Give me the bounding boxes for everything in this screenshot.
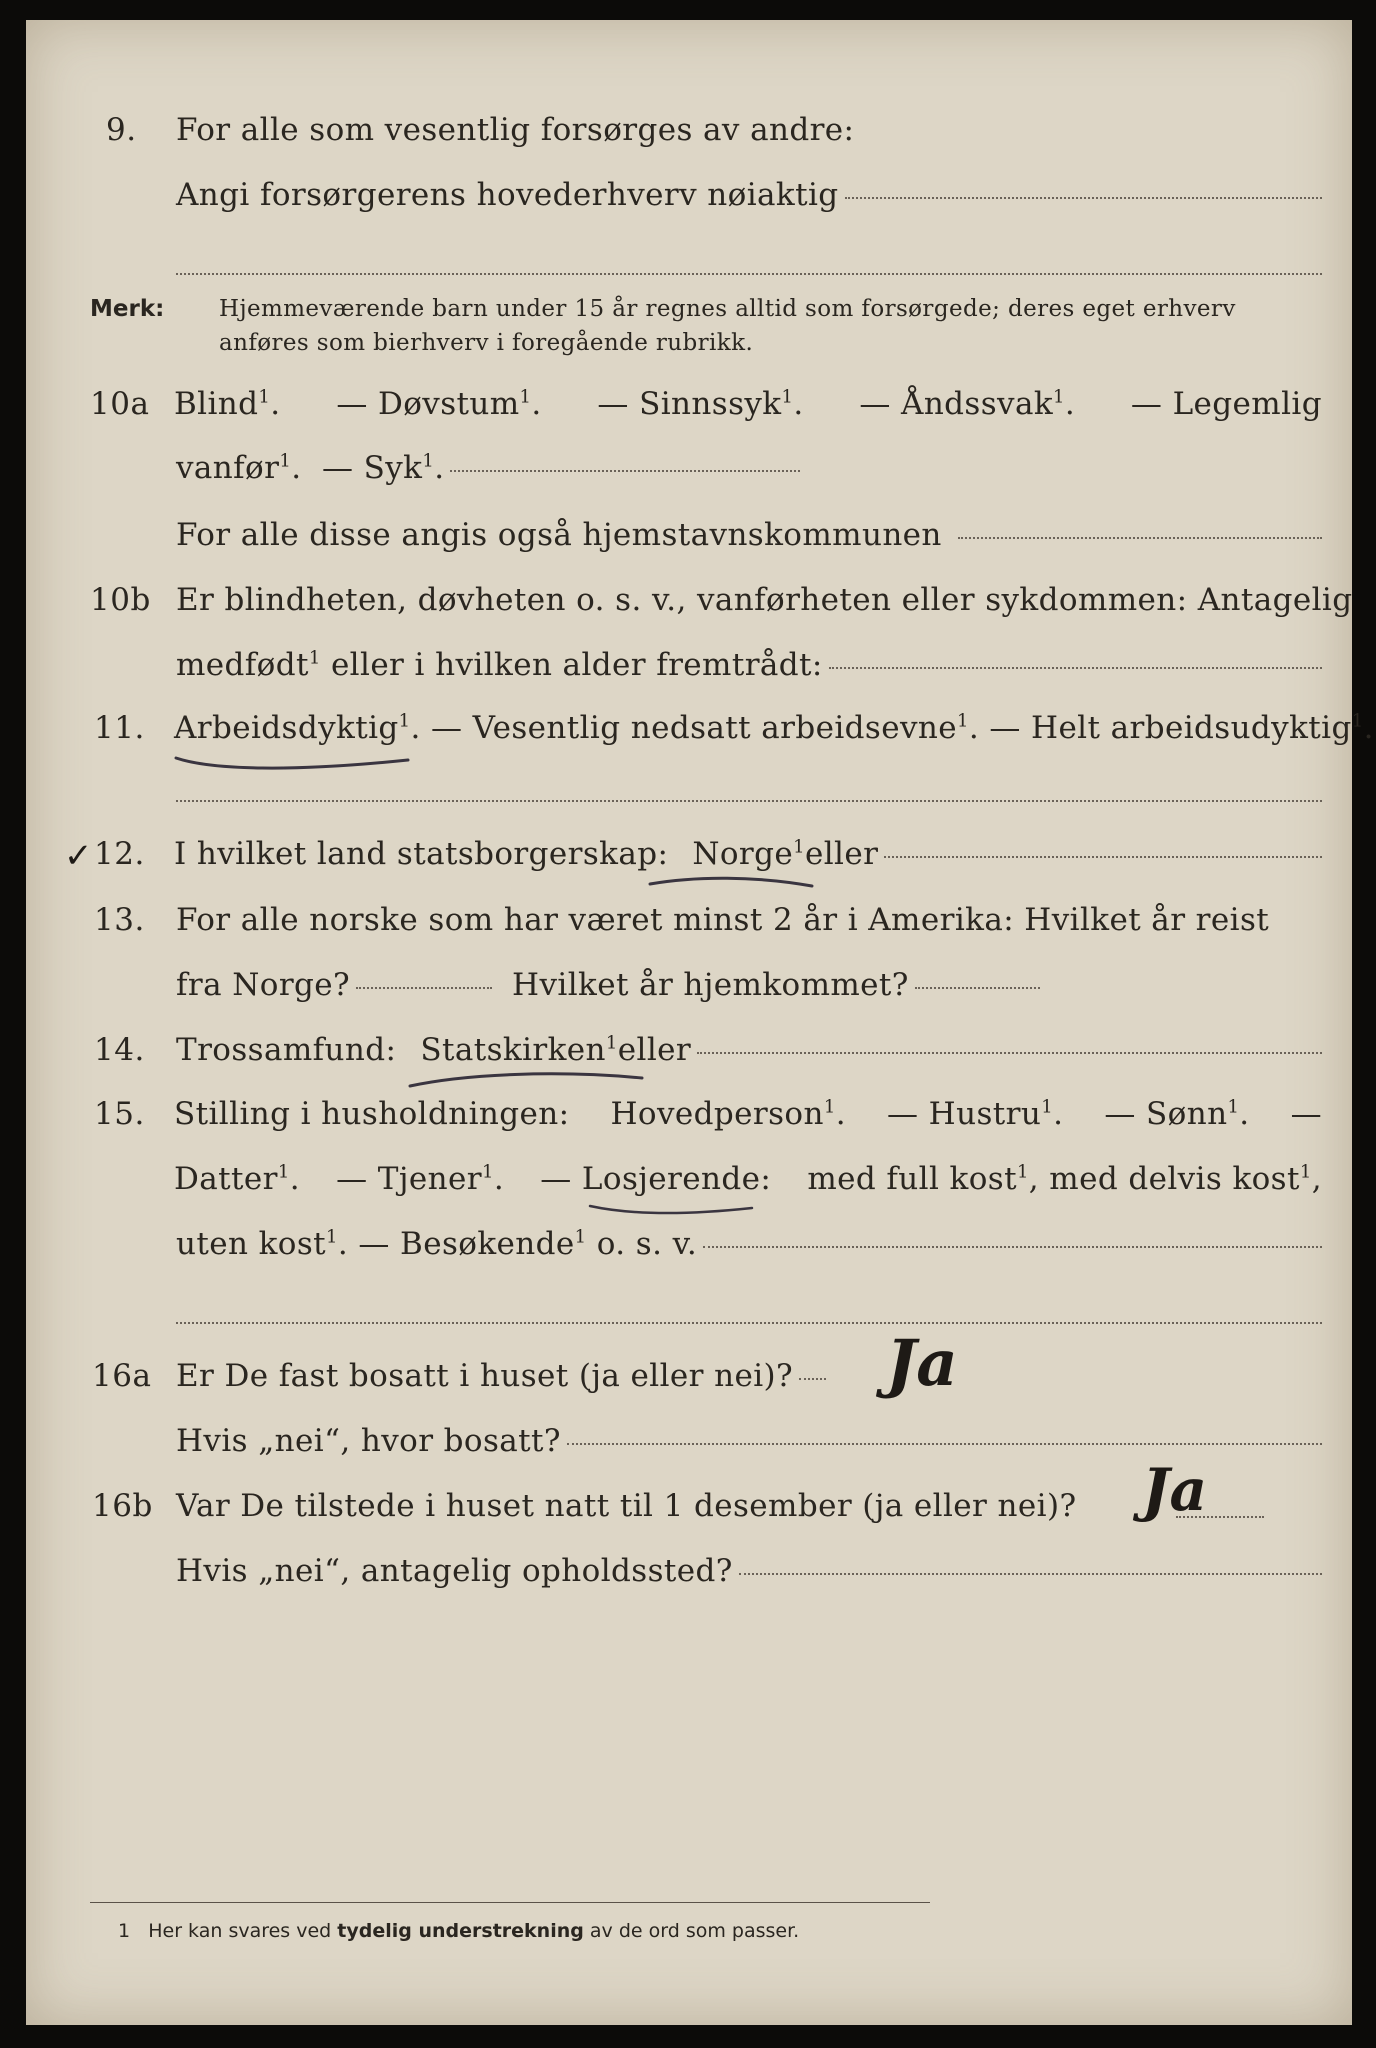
q16b-line2 — [176, 1553, 1322, 1589]
q16a-where-label: Hvis „nei“, hvor bosatt? — [176, 1423, 561, 1459]
q10a-home-label: For alle disse angis også hjemstavnskommunen — [176, 517, 942, 553]
q10a-dovstum: — Døvstum$^1$. — [336, 386, 542, 422]
q15-number: 15. — [94, 1096, 145, 1132]
q10a-syk: — Syk$^1$. — [321, 450, 445, 486]
q15-losjerende[interactable]: — Losjerende: — [540, 1161, 772, 1197]
footnote: 1 Her kan svares ved tydelig understrekning av de ord som passer. — [118, 1920, 800, 1942]
q13-number: 13. — [94, 902, 145, 938]
q9-provider-field[interactable] — [845, 197, 1322, 199]
q13-returned-field[interactable] — [915, 987, 1040, 989]
q16b-line1 — [176, 1488, 1076, 1524]
q12-number: 12. — [94, 836, 145, 872]
q12-check-mark: ✓ — [64, 836, 93, 876]
q15-uten-kost[interactable]: uten kost$^1$. — Besøkende$^1$ o. s. v. — [176, 1226, 698, 1262]
q15-sonn[interactable]: — Sønn$^1$. — [1104, 1096, 1250, 1132]
merk-label: Merk: — [90, 296, 165, 322]
q16a-number: 16a — [92, 1358, 152, 1394]
q10a-sinnssyk: — Sinnssyk$^1$. — [597, 386, 804, 422]
q9-line1 — [176, 112, 854, 148]
q16a-answer-field[interactable] — [799, 1378, 826, 1380]
footnote-rule — [90, 1902, 930, 1903]
q11-pen-underline — [172, 748, 412, 772]
q9-number: 9. — [106, 112, 137, 148]
q11-option-arbeidsdyktig[interactable]: Arbeidsdyktig — [174, 710, 399, 746]
q15-full-kost[interactable]: med full kost$^1$, med delvis kost$^1$, — [807, 1161, 1322, 1197]
q9-line2 — [176, 177, 1322, 213]
q10a-number: 10a — [90, 386, 150, 422]
q16b-number: 16b — [92, 1488, 153, 1524]
q15-other-field[interactable] — [703, 1246, 1322, 1248]
q10a-home-field[interactable] — [958, 537, 1322, 539]
q15-label: Stilling i husholdningen: — [174, 1096, 570, 1132]
q15-dash: — — [1290, 1096, 1322, 1132]
q14-other-field[interactable] — [697, 1052, 1322, 1054]
q15-divider — [176, 1322, 1322, 1324]
q15-hustru[interactable]: — Hustru$^1$. — [886, 1096, 1064, 1132]
q16b-label: Var De tilstede i huset natt til 1 desember (ja eller nei)? — [176, 1488, 1077, 1524]
q15-line1 — [174, 1096, 1322, 1132]
q10a-andssvak: — Åndssvak$^1$. — [859, 386, 1076, 422]
q11-text: Arbeidsdyktig$^1$. — Vesentlig nedsatt arbeidsevne$^1$. — Helt arbeidsudyktig$^1$. — [174, 710, 1374, 746]
q10b-text2: medfødt$^1$ eller i hvilken alder fremtrådt: — [176, 647, 823, 683]
q10b-number: 10b — [90, 582, 151, 618]
q13-returned-label: Hvilket år hjemkommet? — [512, 967, 909, 1003]
merk-text1: Hjemmeværende barn under 15 år regnes alltid som forsørgede; deres eget erhverv — [219, 296, 1236, 322]
q12-label: I hvilket land statsborgerskap: — [174, 836, 669, 872]
q14-line — [176, 1032, 1322, 1068]
q10a-vanfor: vanfør$^1$. — [176, 450, 322, 486]
q13-line2 — [176, 967, 1040, 1003]
q13-text: For alle norske som har været minst 2 år i Amerika: Hvilket år reist — [176, 902, 1270, 938]
q13-left-norway-label: fra Norge? — [176, 967, 351, 1003]
q10a-blind: Blind$^1$. — [174, 386, 281, 422]
q16a-handwritten-answer: Ja — [886, 1326, 958, 1401]
q12-eller: eller — [805, 836, 879, 872]
q14-eller: eller — [617, 1032, 692, 1068]
q15-line2 — [174, 1161, 1322, 1197]
q12-pen-underline — [646, 870, 816, 894]
q10b-text: Er blindheten, døvheten o. s. v., vanførheten eller sykdommen: Antagelig — [176, 582, 1353, 618]
q15-hovedperson[interactable]: Hovedperson$^1$. — [610, 1096, 846, 1132]
q11-number: 11. — [94, 710, 145, 746]
q16a-line1 — [176, 1358, 826, 1394]
q13-left-norway-field[interactable] — [356, 987, 492, 989]
q10a-line2 — [176, 450, 800, 486]
q10b-line2 — [176, 647, 1322, 683]
q11-divider — [176, 800, 1322, 802]
q12-other-country-field[interactable] — [884, 856, 1322, 858]
q10b-age-field[interactable] — [829, 667, 1322, 669]
merk-line2 — [219, 330, 753, 356]
q16a-line2 — [176, 1423, 1322, 1459]
q14-pen-underline — [406, 1066, 646, 1092]
q16a-where-field[interactable] — [567, 1443, 1322, 1445]
q14-label: Trossamfund: — [176, 1032, 397, 1068]
q14-option-statskirken[interactable]: Statskirken$^1$ — [420, 1032, 618, 1068]
q9-provider-label: Angi forsørgerens hovederhverv nøiaktig — [176, 177, 839, 213]
q10b-line1 — [176, 582, 1352, 618]
q16b-where-label: Hvis „nei“, antagelig opholdssted? — [176, 1553, 733, 1589]
q10a-legemlig: — Legemlig — [1130, 386, 1322, 422]
q9-extra-line[interactable] — [176, 273, 1322, 275]
q16b-where-field[interactable] — [739, 1573, 1322, 1575]
merk-line1 — [219, 296, 1236, 322]
q11-line — [174, 710, 1374, 746]
q13-line1 — [176, 902, 1269, 938]
q9-text: For alle som vesentlig forsørges av andre: — [176, 112, 855, 148]
merk-text2: anføres som bierhverv i foregående rubrikk. — [219, 330, 754, 356]
q14-number: 14. — [94, 1032, 145, 1068]
q15-tjener[interactable]: — Tjener$^1$. — [336, 1161, 505, 1197]
q16a-label: Er De fast bosatt i huset (ja eller nei)? — [176, 1358, 794, 1394]
q15-datter[interactable]: Datter$^1$. — [174, 1161, 300, 1197]
q12-option-norge[interactable]: Norge$^1$ — [692, 836, 805, 872]
q10a-line3 — [176, 517, 1322, 553]
q15-pen-underline — [586, 1198, 756, 1220]
census-form-page — [26, 20, 1374, 2025]
q12-line — [174, 836, 1322, 872]
q10a-condition-field[interactable] — [450, 470, 800, 472]
q15-line3 — [176, 1226, 1322, 1262]
q16b-handwritten-answer: Ja — [1142, 1456, 1208, 1524]
q10a-line1 — [174, 386, 1322, 422]
